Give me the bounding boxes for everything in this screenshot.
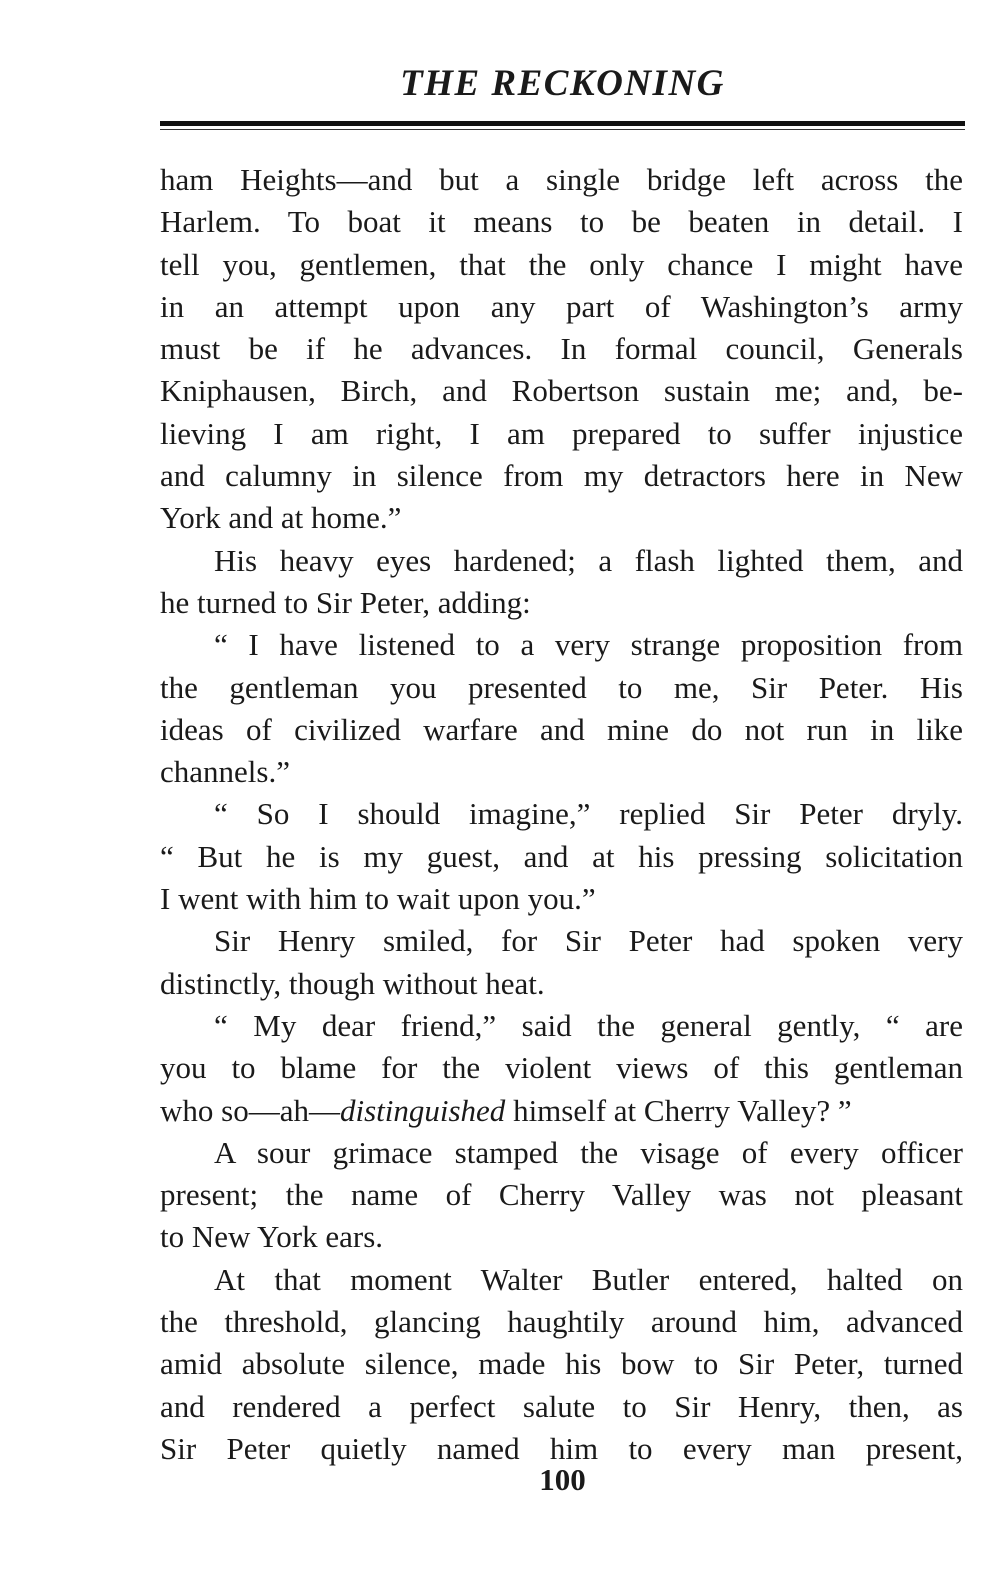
text-line: Kniphausen, Birch, and Robertson sustain me; and, be- — [160, 373, 963, 409]
text-line: distinctly, though without heat. — [160, 965, 545, 1001]
text-line: “ But he is my guest, and at his pressing solicitation — [160, 838, 963, 874]
text-line: A sour grimace stamped the visage of every officer — [214, 1134, 963, 1170]
text-line: At that moment Walter Butler entered, halted on — [214, 1261, 963, 1297]
text-line: “ So I should imagine,” replied Sir Peter dryly. — [214, 796, 963, 832]
text-line: to New York ears. — [160, 1219, 384, 1255]
text-line: York and at home.” — [160, 500, 402, 536]
text-line: channels.” — [160, 754, 290, 790]
body-text — [160, 159, 963, 1470]
text-segment: himself at Cherry Valley? ” — [505, 1092, 852, 1128]
text-line: present; the name of Cherry Valley was not pleasant — [160, 1177, 963, 1213]
italic-emphasis: distinguished — [339, 1092, 506, 1128]
text-line: the gentleman you presented to me, Sir Peter. His — [160, 669, 963, 705]
page-number: 100 — [539, 1462, 586, 1497]
running-header: THE RECKONING — [400, 63, 725, 104]
text-line: I went with him to wait upon you.” — [160, 881, 596, 917]
text-line: in an attempt upon any part of Washington’s army — [160, 288, 963, 324]
text-line: lieving I am right, I am prepared to suffer injustice — [160, 415, 963, 451]
text-line: he turned to Sir Peter, adding: — [160, 584, 531, 620]
text-line: and rendered a perfect salute to Sir Henry, then, as — [160, 1388, 963, 1424]
text-line: tell you, gentlemen, that the only chance I might have — [160, 246, 963, 282]
text-line: ham Heights—and but a single bridge left across the — [160, 162, 963, 197]
text-line: must be if he advances. In formal council, Generals — [160, 331, 963, 367]
text-line-with-italic — [160, 1090, 963, 1132]
text-line: Sir Henry smiled, for Sir Peter had spoken very — [214, 923, 963, 959]
text-line: “ I have listened to a very strange proposition from — [214, 627, 963, 663]
text-line: Harlem. To boat it means to be beaten in detail. I — [160, 204, 963, 240]
text-line: and calumny in silence from my detractors here in New — [160, 458, 963, 494]
text-line: “ My dear friend,” said the general gently, “ are — [214, 1007, 963, 1043]
text-line: the threshold, glancing haughtily around him, advanced — [160, 1304, 963, 1340]
header-rule-thin — [160, 129, 965, 130]
text-line: His heavy eyes hardened; a flash lighted them, and — [214, 542, 963, 578]
header-rule-thick — [160, 121, 965, 126]
text-segment: who so—ah— — [160, 1092, 340, 1128]
text-line: ideas of civilized warfare and mine do not run in like — [160, 711, 963, 747]
text-line: you to blame for the violent views of this gentleman — [160, 1050, 963, 1086]
text-line: amid absolute silence, made his bow to Sir Peter, turned — [160, 1346, 963, 1382]
text-line: Sir Peter quietly named him to every man present, — [160, 1430, 963, 1466]
